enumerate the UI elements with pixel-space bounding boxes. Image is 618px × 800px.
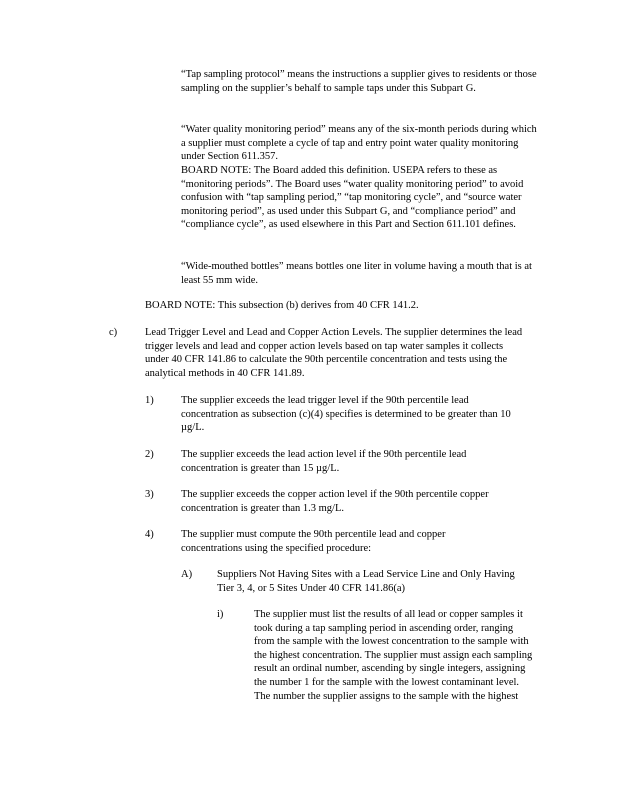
section-c-text: Lead Trigger Level and Lead and Copper Action Levels. The supplier determines the lead trigger levels and lead and copper action levels based on tap water samples it collects under 40 CFR 141.86 to calculate the 90th percentile concentration and tests using the analytical methods in 40 CFR 141.89. <box>145 327 523 379</box>
definition-tap-sampling-protocol: “Tap sampling protocol” means the instructions a supplier gives to residents or those sampling on the supplier’s behalf to sample taps under this Subpart G. <box>181 69 537 94</box>
item-3-marker: 3) <box>145 489 154 500</box>
subitem-a-text: Suppliers Not Having Sites with a Lead Service Line and Only Having Tier 3, 4, or 5 Sites Under 40 CFR 141.86(a) <box>217 569 515 594</box>
item-4-text: The supplier must compute the 90th percentile lead and copper concentrations using the specified procedure: <box>181 529 446 554</box>
definition-water-quality-monitoring-period: “Water quality monitoring period” means any of the six-month periods during which a supplier must complete a cycle of tap and entry point water quality monitoring under Section 611.357. <box>181 124 537 163</box>
subitem-i-text: The supplier must list the results of all lead or copper samples it took during a tap sampling period in ascending order, ranging from the sample with the lowest concentration to the sample with the highest concentration. The supplier must assign each sampling result an ordinal number, ascending by single integers, assigning the number 1 for the sample with the lowest contaminant level. The number the supplier assigns to the sample with the highest <box>254 609 533 702</box>
item-2-marker: 2) <box>145 449 154 460</box>
subitem-i-marker: i) <box>217 609 224 620</box>
definition-wide-mouthed-bottles: “Wide-mouthed bottles” means bottles one liter in volume having a mouth that is at least 55 mm wide. <box>181 261 532 286</box>
item-2-text: The supplier exceeds the lead action level if the 90th percentile lead concentration is greater than 15 µg/L. <box>181 449 467 474</box>
board-note-definition: BOARD NOTE: The Board added this definition. USEPA refers to these as “monitoring periods”. The Board uses “water quality monitoring period” to avoid confusion with “tap sampling period,” “tap monitoring cycle”, and “source water monitoring period”, as used under this Subpart G, and “compliance period” and “compliance cycle”, as used elsewhere in this Part and Section 611.101 defines. <box>181 165 524 231</box>
item-4-marker: 4) <box>145 529 154 540</box>
subitem-a-marker: A) <box>181 569 193 580</box>
section-c-marker: c) <box>109 327 118 338</box>
board-note-subsection: BOARD NOTE: This subsection (b) derives from 40 CFR 141.2. <box>145 300 419 311</box>
item-3-text: The supplier exceeds the copper action level if the 90th percentile copper concentration is greater than 1.3 mg/L. <box>181 489 489 514</box>
item-1-marker: 1) <box>145 395 154 406</box>
item-1-text: The supplier exceeds the lead trigger level if the 90th percentile lead concentration as subsection (c)(4) specifies is determined to be greater than 10 µg/L. <box>181 395 511 434</box>
